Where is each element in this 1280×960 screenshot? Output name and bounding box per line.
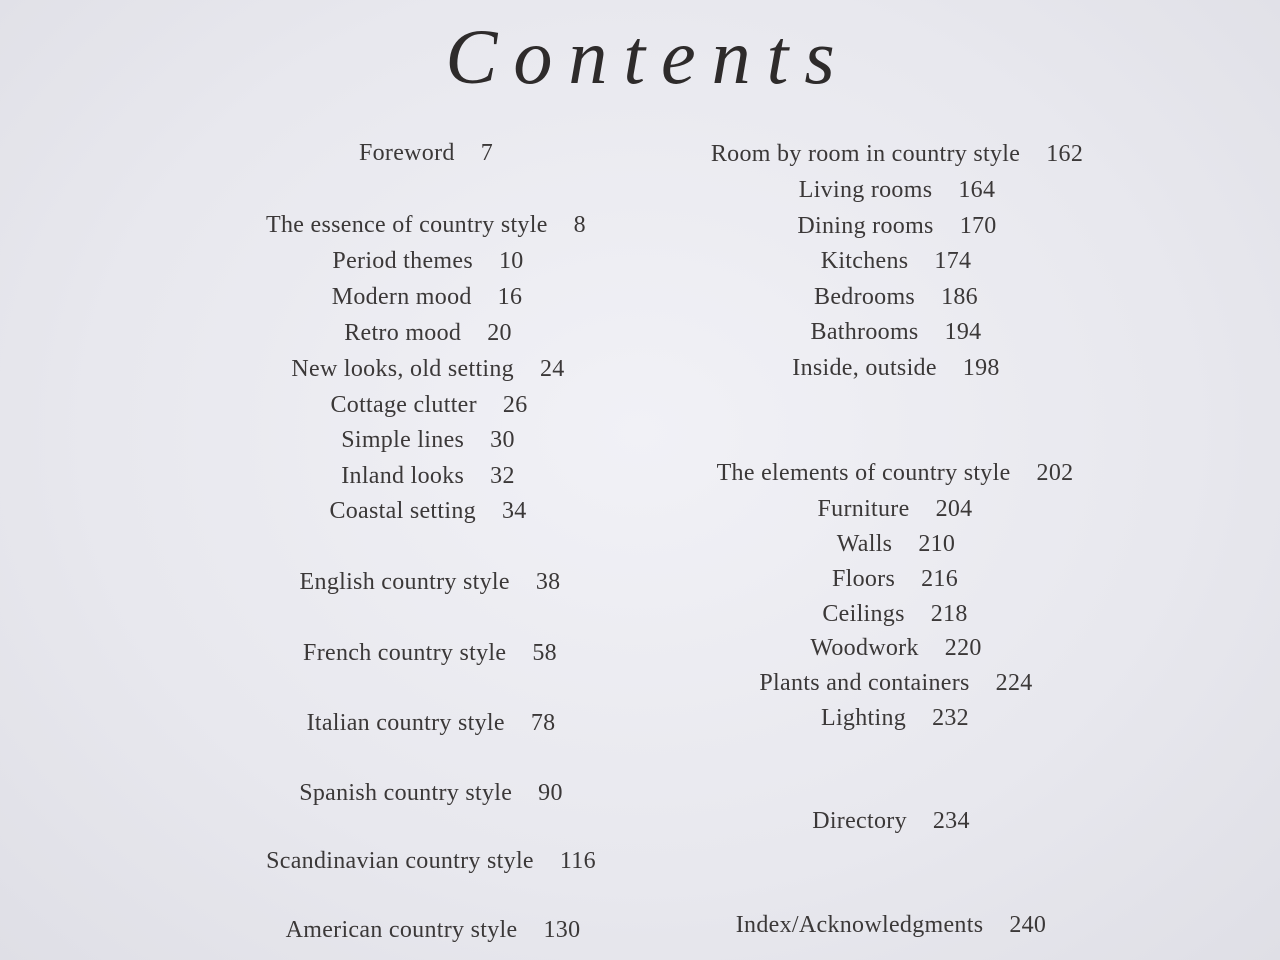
toc-entry <box>818 497 973 521</box>
toc-entry <box>711 142 1083 166</box>
toc-entry-title: New looks, old setting <box>291 356 514 382</box>
toc-entry-title: English country style <box>299 569 510 595</box>
toc-entry <box>341 464 515 488</box>
toc-entry <box>300 570 561 594</box>
toc-entry-title: Modern mood <box>331 284 472 310</box>
toc-entry-page: 26 <box>502 392 528 418</box>
toc-entry-page: 198 <box>962 355 1000 381</box>
toc-entry <box>822 602 967 626</box>
toc-entry-title: Ceilings <box>822 601 905 627</box>
toc-entry <box>736 913 1046 937</box>
toc-entry-page: 224 <box>995 670 1033 696</box>
toc-entry <box>344 321 512 345</box>
toc-entry <box>759 671 1032 695</box>
toc-entry-title: Period themes <box>332 248 473 274</box>
toc-entry-page: 232 <box>932 705 969 731</box>
toc-entry-page: 220 <box>944 635 982 661</box>
toc-entry <box>811 320 982 344</box>
toc-entry <box>307 711 556 735</box>
toc-entry-page: 16 <box>497 284 523 310</box>
toc-entry <box>266 213 586 237</box>
toc-entry-page: 234 <box>932 808 970 834</box>
toc-entry <box>797 214 996 238</box>
toc-entry-title: Directory <box>812 808 907 834</box>
toc-entry-title: French country style <box>303 640 507 666</box>
toc-entry-title: Coastal setting <box>329 498 476 524</box>
toc-entry-title: Inside, outside <box>792 355 937 381</box>
toc-entry-title: Room by room in country style <box>710 141 1021 167</box>
toc-entry <box>266 849 596 873</box>
toc-entry-title: The elements of country style <box>716 460 1011 486</box>
page-title: Contents <box>445 13 851 100</box>
toc-entry-title: Scandinavian country style <box>266 848 534 874</box>
toc-entry <box>329 499 526 523</box>
toc-entry-page: 218 <box>930 601 968 627</box>
toc-entry <box>330 393 527 417</box>
toc-entry-title: Woodwork <box>810 635 919 661</box>
toc-entry-page: 30 <box>490 427 515 453</box>
toc-entry-page: 216 <box>921 566 959 592</box>
toc-entry-title: Walls <box>836 531 893 557</box>
toc-entry-title: Furniture <box>817 496 910 522</box>
toc-entry <box>291 357 564 381</box>
toc-entry <box>837 532 955 556</box>
toc-entry-title: Cottage clutter <box>330 392 477 418</box>
toc-entry-page: 78 <box>530 710 556 736</box>
toc-entry-title: Italian country style <box>306 710 505 736</box>
toc-entry-page: 8 <box>573 212 586 238</box>
toc-entry <box>299 781 563 805</box>
toc-entry-title: Lighting <box>821 705 907 731</box>
toc-entry-page: 162 <box>1046 141 1084 167</box>
toc-entry <box>821 706 969 730</box>
toc-entry-title: Spanish country style <box>299 780 513 806</box>
toc-entry-title: Dining rooms <box>797 213 934 239</box>
toc-entry <box>332 285 523 309</box>
toc-entry-title: Simple lines <box>341 427 465 453</box>
toc-entry-title: Bathrooms <box>810 319 919 345</box>
toc-entry-page: 34 <box>501 498 527 524</box>
toc-entry-page: 24 <box>539 356 565 382</box>
toc-entry-page: 202 <box>1036 460 1074 486</box>
toc-entry <box>821 249 972 273</box>
toc-entry-title: The essence of country style <box>266 212 548 238</box>
toc-entry <box>812 809 970 833</box>
toc-entry-title: Inland looks <box>341 463 465 489</box>
toc-entry-page: 174 <box>934 248 972 274</box>
toc-entry <box>792 356 999 380</box>
toc-entry <box>303 641 557 665</box>
toc-entry <box>332 249 523 273</box>
toc-entry-title: American country style <box>285 917 518 943</box>
toc-entry <box>799 178 996 202</box>
toc-entry-title: Plants and containers <box>759 670 970 696</box>
toc-entry <box>286 918 581 942</box>
toc-entry-page: 194 <box>944 319 982 345</box>
toc-entry-title: Foreword <box>358 140 455 166</box>
toc-entry-page: 164 <box>958 177 996 203</box>
toc-entry-title: Floors <box>831 566 896 592</box>
toc-entry <box>814 285 978 309</box>
toc-entry <box>832 567 958 591</box>
toc-entry <box>717 461 1074 485</box>
toc-entry-page: 10 <box>498 248 524 274</box>
toc-entry-title: Living rooms <box>798 177 933 203</box>
toc-entry-page: 170 <box>959 213 997 239</box>
toc-entry-title: Bedrooms <box>814 284 916 310</box>
toc-entry-page: 20 <box>487 320 512 346</box>
toc-entry-page: 90 <box>538 780 563 806</box>
toc-entry <box>341 428 515 452</box>
toc-entry-title: Retro mood <box>344 320 462 346</box>
toc-entry-page: 7 <box>480 140 494 166</box>
toc-entry-page: 58 <box>532 640 557 666</box>
toc-entry <box>359 141 493 165</box>
toc-entry-page: 240 <box>1009 912 1047 938</box>
toc-entry-page: 204 <box>935 496 973 522</box>
toc-entry-title: Kitchens <box>820 248 909 274</box>
toc-entry-page: 130 <box>543 917 581 943</box>
toc-entry-page: 116 <box>559 848 596 874</box>
toc-entry-page: 32 <box>490 463 515 489</box>
toc-entry <box>810 636 981 660</box>
toc-entry-title: Index/Acknowledgments <box>735 912 984 938</box>
toc-entry-page: 38 <box>535 569 561 595</box>
toc-entry-page: 210 <box>918 531 956 557</box>
toc-entry-page: 186 <box>941 284 978 310</box>
